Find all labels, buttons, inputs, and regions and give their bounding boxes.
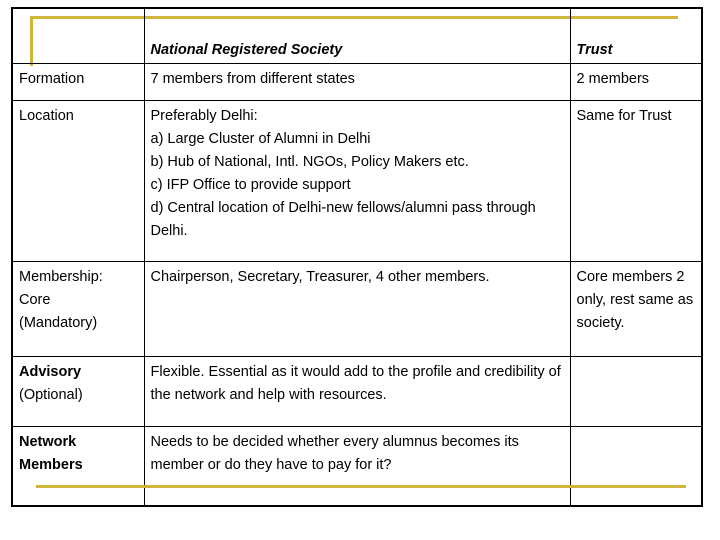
label-mandatory: (Mandatory) xyxy=(19,314,98,331)
location-trust: Same for Trust xyxy=(570,100,702,261)
label-core: Core xyxy=(19,291,51,308)
comparison-table xyxy=(11,7,703,507)
table-row-location xyxy=(12,100,702,261)
header-society: National Registered Society xyxy=(144,8,570,63)
location-society xyxy=(144,100,570,261)
network-trust xyxy=(570,426,702,506)
label-optional: (Optional) xyxy=(19,386,83,403)
location-line: b) Hub of National, Intl. NGOs, Policy Makers etc. xyxy=(150,153,469,170)
table-row-formation xyxy=(12,63,702,100)
table-header-row xyxy=(12,8,702,63)
location-line: a) Large Cluster of Alumni in Delhi xyxy=(150,130,371,147)
row-label-location: Location xyxy=(12,100,144,261)
decorative-bottom-line xyxy=(36,485,686,488)
row-label-formation: Formation xyxy=(12,63,144,100)
formation-society: 7 members from different states xyxy=(144,63,570,100)
membership-trust: Core members 2 only, rest same as society. xyxy=(570,261,702,356)
row-label-network xyxy=(12,426,144,506)
network-society: Needs to be decided whether every alumnus becomes its member or do they have to pay for it? xyxy=(144,426,570,506)
membership-society: Chairperson, Secretary, Treasurer, 4 other members. xyxy=(144,261,570,356)
label-membership: Membership: xyxy=(19,268,103,285)
label-advisory: Advisory xyxy=(19,363,82,380)
location-line: Preferably Delhi: xyxy=(150,107,258,124)
location-line: d) Central location of Delhi-new fellows/alumni pass through Delhi. xyxy=(150,199,536,239)
table-row-network xyxy=(12,426,702,506)
header-empty-cell xyxy=(12,8,144,63)
table-row-advisory xyxy=(12,356,702,426)
row-label-advisory xyxy=(12,356,144,426)
advisory-society: Flexible. Essential as it would add to the profile and credibility of the network and help with resources. xyxy=(144,356,570,426)
label-members: Members xyxy=(19,456,83,473)
label-network: Network xyxy=(19,433,77,450)
formation-trust: 2 members xyxy=(570,63,702,100)
table-row-membership xyxy=(12,261,702,356)
location-line: c) IFP Office to provide support xyxy=(150,176,351,193)
header-trust: Trust xyxy=(570,8,702,63)
advisory-trust xyxy=(570,356,702,426)
row-label-membership xyxy=(12,261,144,356)
